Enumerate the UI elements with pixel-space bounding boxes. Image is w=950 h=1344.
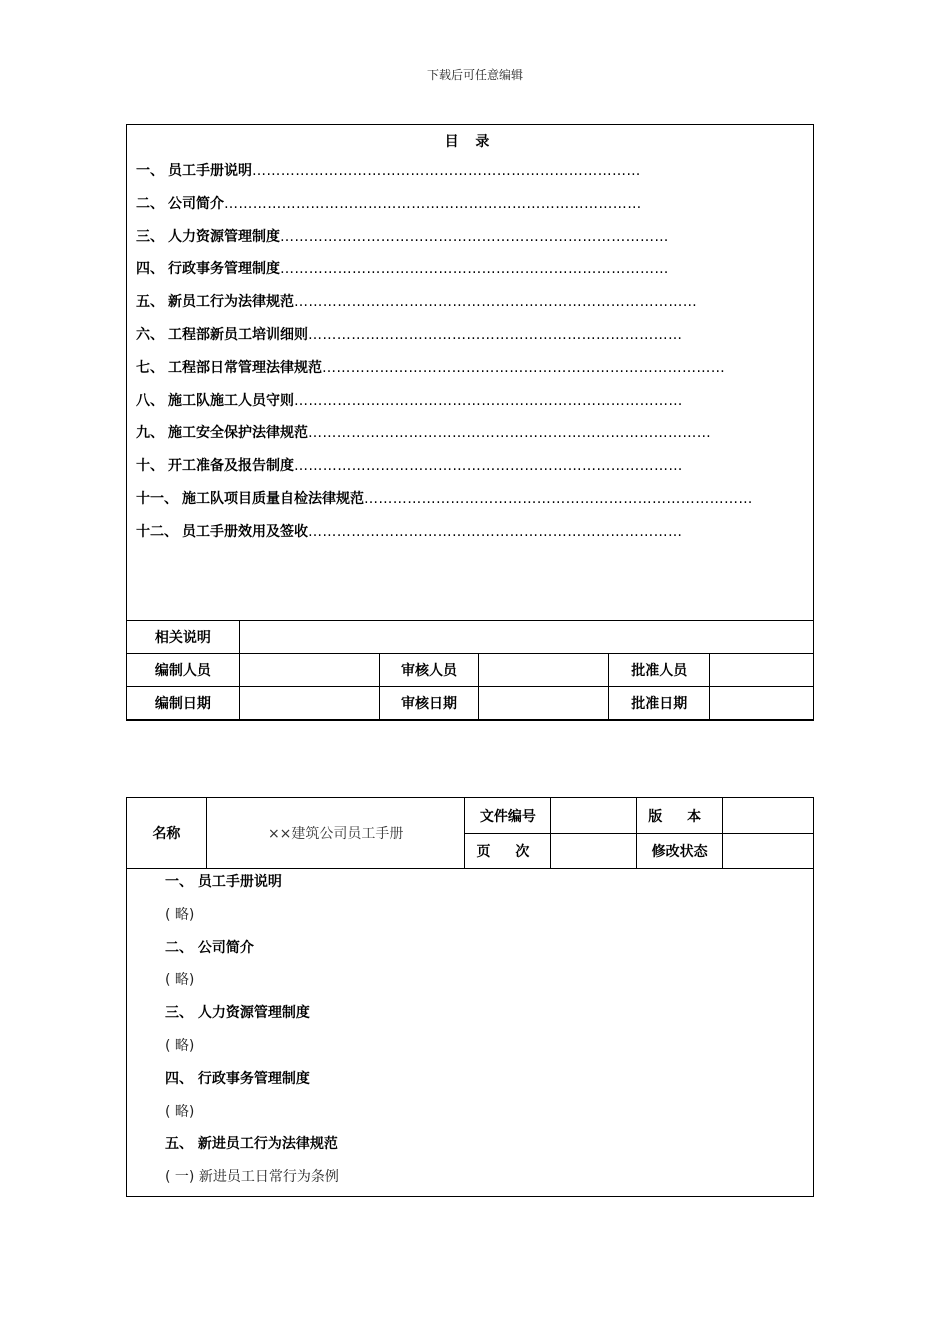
approval-table xyxy=(126,620,814,720)
table-row xyxy=(127,798,814,834)
toc-item-label: 行政事务管理制度 xyxy=(168,261,280,278)
toc-box xyxy=(126,124,814,721)
toc-item-label: 工程部新员工培训细则 xyxy=(168,326,308,343)
toc-item[interactable] xyxy=(136,487,806,520)
review-date-label: 审核日期 xyxy=(379,687,479,720)
toc-item-label: 开工准备及报告制度 xyxy=(168,458,294,475)
toc-item-leader: ……………………………………………………………………… xyxy=(294,458,683,475)
toc-item-number: 一、 xyxy=(136,163,164,179)
table-row xyxy=(127,654,814,687)
section-heading: 五、 新进员工行为法律规范 xyxy=(165,1136,338,1153)
toc-item-number: 二、 xyxy=(136,195,164,212)
table-row xyxy=(127,621,814,654)
section-heading: 一、 员工手册说明 xyxy=(165,874,282,890)
toc-list xyxy=(136,159,806,553)
section-heading: 四、 行政事务管理制度 xyxy=(165,1070,310,1087)
toc-item-number: 七、 xyxy=(136,359,164,376)
toc-item-leader: ……………………………………………………………………… xyxy=(252,163,641,179)
approve-date-label: 批准日期 xyxy=(609,687,710,720)
toc-item-leader: ……………………………………………………………………… xyxy=(294,392,683,409)
toc-item-number: 十二、 xyxy=(136,523,178,540)
approver-label: 批准人员 xyxy=(609,654,710,687)
toc-item[interactable] xyxy=(136,290,806,323)
toc-item-leader: ……………………………………………………………………… xyxy=(280,228,669,245)
toc-item-number: 十一、 xyxy=(136,490,178,507)
toc-title: 目 录 xyxy=(444,134,496,150)
revision-status-field[interactable] xyxy=(723,834,814,869)
approve-date-field[interactable] xyxy=(710,687,814,720)
reviewer-field[interactable] xyxy=(479,654,609,687)
toc-item-number: 五、 xyxy=(136,294,164,311)
related-notes-label: 相关说明 xyxy=(127,621,240,654)
section-note: ( 略) xyxy=(165,1037,195,1054)
section-heading: 二、 公司简介 xyxy=(165,939,254,956)
file-number-label: 文件编号 xyxy=(465,798,551,834)
toc-item[interactable] xyxy=(136,454,806,487)
toc-item-number: 十、 xyxy=(136,458,164,475)
review-date-field[interactable] xyxy=(479,687,609,720)
page-header-note: 下载后可任意编辑 xyxy=(426,68,523,82)
toc-item-leader: ………………………………………………………………………… xyxy=(308,425,712,442)
compile-date-field[interactable] xyxy=(239,687,379,720)
toc-item-leader: …………………………………………………………………… xyxy=(308,523,683,540)
toc-item-label: 施工队项目质量自检法律规范 xyxy=(182,490,364,507)
toc-item-leader: …………………………………………………………………………… xyxy=(224,195,642,212)
revision-status-label: 修改状态 xyxy=(637,834,723,869)
toc-item-label: 员工手册效用及签收 xyxy=(182,523,308,540)
toc-item-label: 施工安全保护法律规范 xyxy=(168,425,308,442)
name-label: 名称 xyxy=(127,798,207,869)
toc-item-number: 九、 xyxy=(136,425,164,442)
toc-item[interactable] xyxy=(136,159,806,192)
document-header-table xyxy=(126,797,814,869)
compiler-field[interactable] xyxy=(239,654,379,687)
toc-item-number: 四、 xyxy=(136,261,164,278)
toc-item[interactable] xyxy=(136,356,806,389)
toc-item-number: 八、 xyxy=(136,392,164,409)
compile-date-label: 编制日期 xyxy=(127,687,240,720)
table-row xyxy=(127,687,814,720)
toc-item-leader: ……………………………………………………………………… xyxy=(364,490,753,507)
page-field[interactable] xyxy=(551,834,637,869)
document-body xyxy=(165,870,785,1198)
version-field[interactable] xyxy=(723,798,814,834)
toc-item[interactable] xyxy=(136,225,806,258)
toc-item-leader: ………………………………………………………………………… xyxy=(322,359,726,376)
section-note: ( 略) xyxy=(165,906,195,923)
toc-item-number: 三、 xyxy=(136,228,164,245)
toc-item-label: 施工队施工人员守则 xyxy=(168,392,294,409)
section-note: ( 略) xyxy=(165,1103,195,1120)
toc-item[interactable] xyxy=(136,323,806,356)
toc-item[interactable] xyxy=(136,421,806,454)
section-heading: 三、 人力资源管理制度 xyxy=(165,1005,310,1022)
toc-item[interactable] xyxy=(136,520,806,553)
toc-item[interactable] xyxy=(136,389,806,422)
toc-item-label: 新员工行为法律规范 xyxy=(168,294,294,311)
reviewer-label: 审核人员 xyxy=(379,654,479,687)
subsection-heading: ( 一) 新进员工日常行为条例 xyxy=(165,1169,339,1186)
toc-item[interactable] xyxy=(136,192,806,225)
toc-item-leader: …………………………………………………………………… xyxy=(308,326,683,343)
approver-field[interactable] xyxy=(710,654,814,687)
toc-item-label: 公司简介 xyxy=(168,195,224,212)
related-notes-field[interactable] xyxy=(239,621,813,654)
toc-item-label: 人力资源管理制度 xyxy=(168,228,280,245)
section-note: ( 略) xyxy=(165,972,195,989)
toc-item-leader: ………………………………………………………………………… xyxy=(294,294,698,311)
toc-item-leader: ……………………………………………………………………… xyxy=(280,261,669,278)
toc-item[interactable] xyxy=(136,257,806,290)
compiler-label: 编制人员 xyxy=(127,654,240,687)
toc-item-label: 员工手册说明 xyxy=(168,163,252,179)
toc-item-label: 工程部日常管理法律规范 xyxy=(168,359,322,376)
version-label: 版 本 xyxy=(637,798,723,834)
toc-item-number: 六、 xyxy=(136,326,164,343)
document-box xyxy=(126,797,814,1197)
document-title: ××建筑公司员工手册 xyxy=(206,798,465,869)
file-number-field[interactable] xyxy=(551,798,637,834)
page-label: 页 次 xyxy=(465,834,551,869)
